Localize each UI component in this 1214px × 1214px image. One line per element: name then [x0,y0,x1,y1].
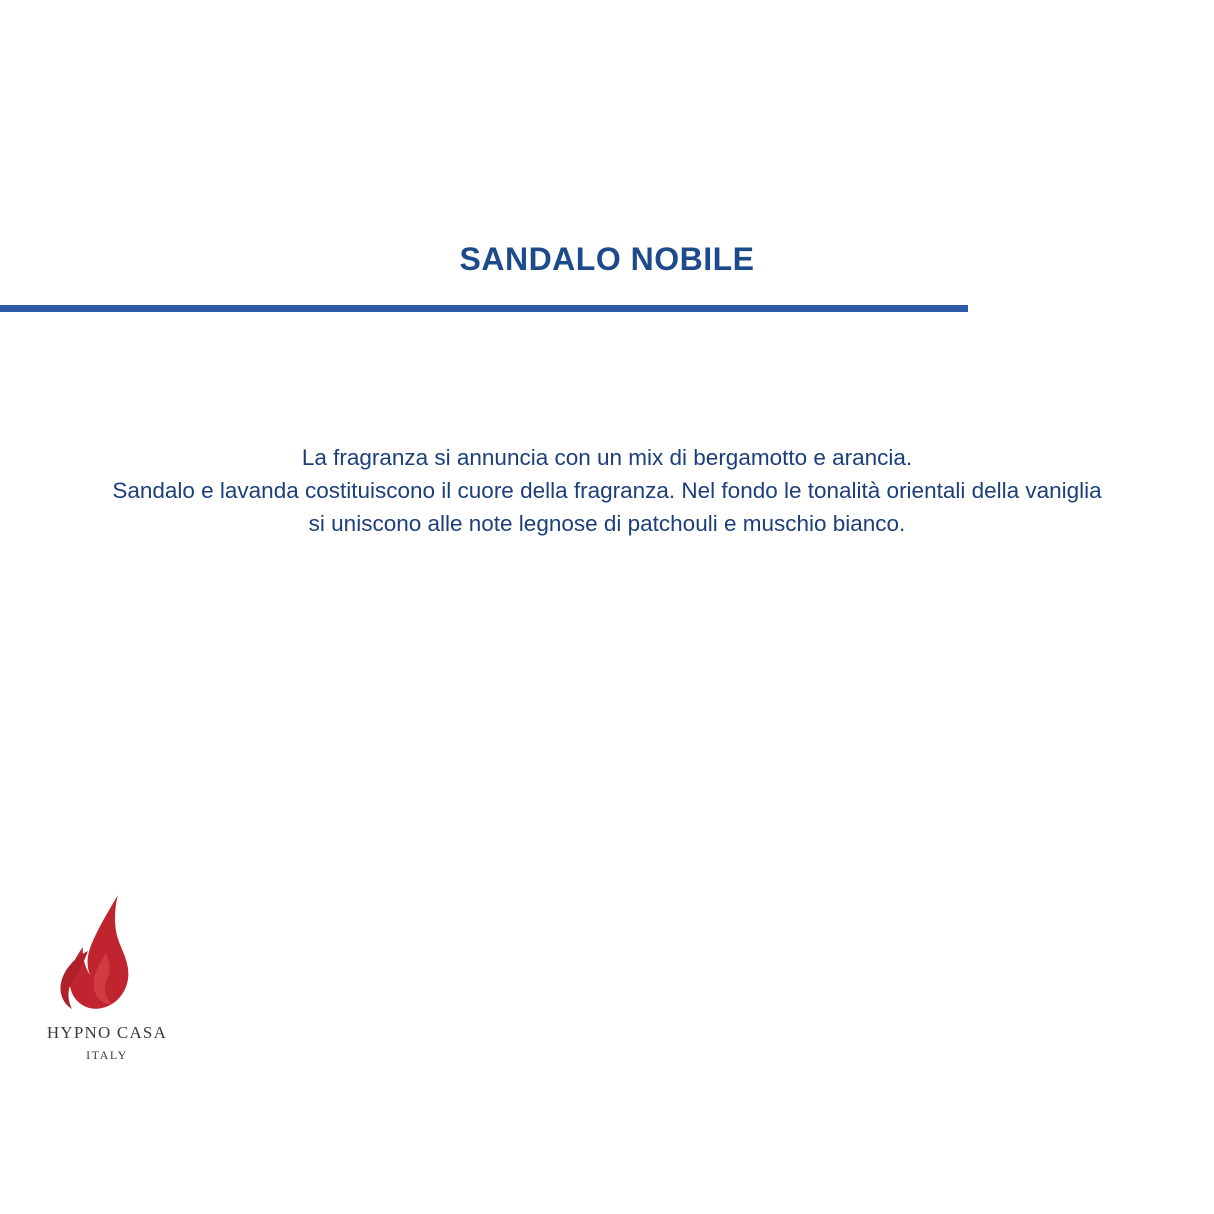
description-line-1: La fragranza si annuncia con un mix di bergamotto e arancia. [301,445,913,470]
page-title: SANDALO NOBILE [459,241,755,277]
flame-icon [46,893,156,1018]
description-line-2: Sandalo e lavanda costituiscono il cuore della fragranza. Nel fondo le tonalità orientali della vaniglia [112,478,1102,503]
description-line-3: si uniscono alle note legnose di patchouli e muschio bianco. [308,511,906,536]
fragrance-description [0,441,1214,540]
brand-logo [22,893,192,1073]
content-card [0,128,1214,1214]
brand-country: ITALY [86,1048,128,1062]
title-underline [0,305,968,312]
brand-name: HYPNO CASA [46,1023,168,1042]
